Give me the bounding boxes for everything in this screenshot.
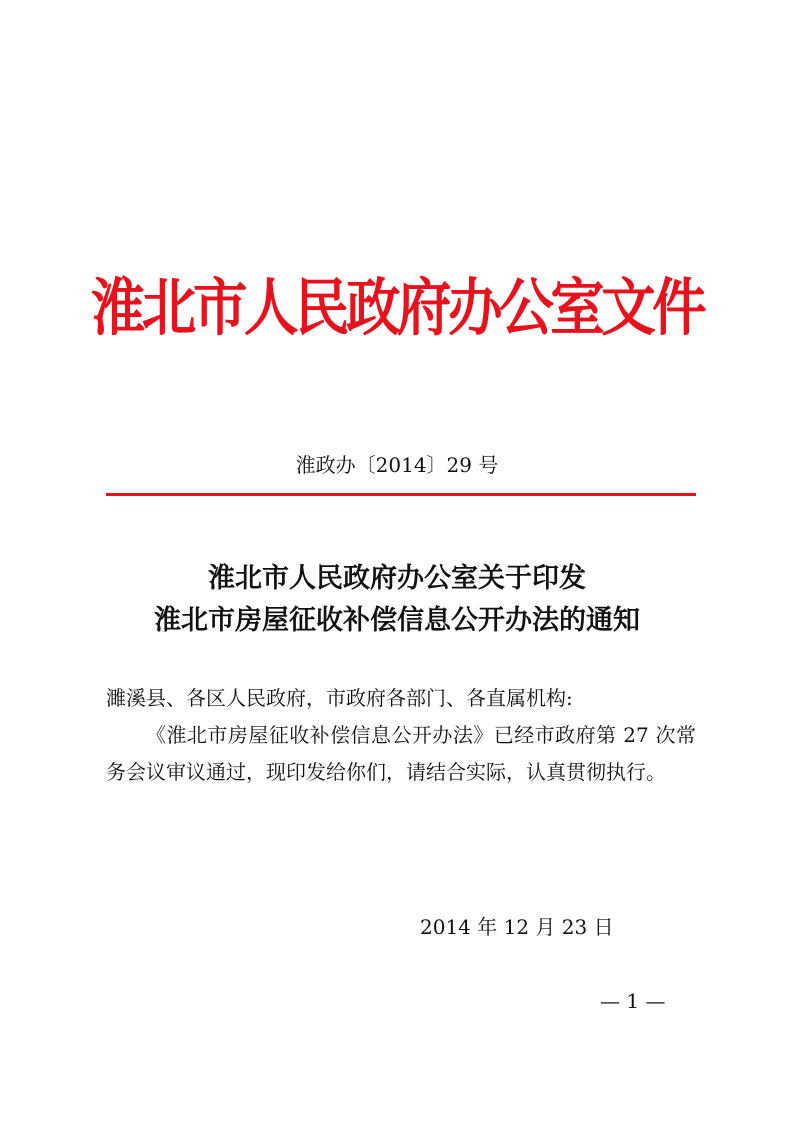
masthead-title: 淮北市人民政府办公室文件: [90, 271, 704, 344]
issue-date: 2014 年 12 月 23 日: [420, 915, 614, 939]
body-paragraph: 《淮北市房屋征收补偿信息公开办法》已经市政府第 27 次常务会议审议通过，现印发给你们，请结合实际，认真贯彻执行。: [106, 723, 696, 784]
page-number: — 1 —: [600, 989, 666, 1013]
document-number: 淮政办〔2014〕29 号: [295, 453, 499, 477]
notice-title-line-2: 淮北市房屋征收补偿信息公开办法的通知: [154, 605, 640, 636]
notice-title-line-1: 淮北市人民政府办公室关于印发: [208, 563, 586, 594]
notice-title: [0, 558, 794, 642]
recipients-line: 濉溪县、各区人民政府，市政府各部门、各直属机构:: [106, 686, 573, 710]
red-divider-line: [106, 493, 696, 496]
